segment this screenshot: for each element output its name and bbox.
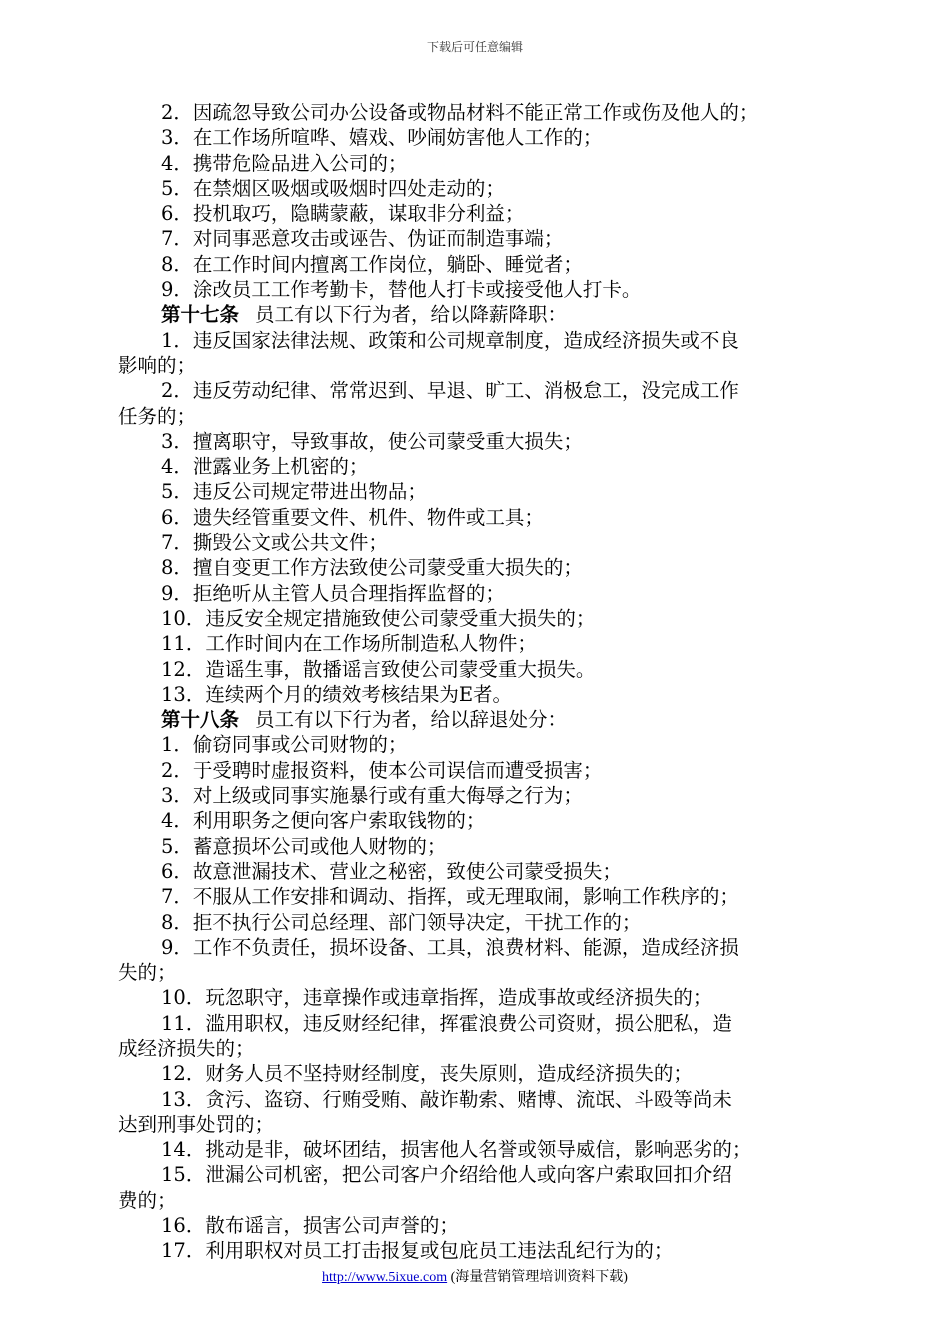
clause-line: 11．滥用职权，违反财经纪律，挥霍浪费公司资财，损公肥私，造: [161, 1011, 732, 1035]
clause-line: 3．擅离职守，导致事故，使公司蒙受重大损失；: [161, 429, 583, 453]
clause-line: 4．泄露业务上机密的；: [161, 455, 369, 479]
clause-line: 11．工作时间内在工作场所制造私人物件；: [161, 632, 537, 656]
clause-line: 6．遗失经管重要文件、机件、物件或工具；: [161, 505, 544, 529]
clause-line: 16．散布谣言，损害公司声誉的；: [161, 1214, 459, 1238]
clause-continuation: 费的；: [118, 1188, 177, 1212]
clause-line: 10．违反安全规定措施致使公司蒙受重大损失的；: [161, 606, 596, 630]
clause-line: 7．撕毁公文或公共文件；: [161, 531, 388, 555]
article-17-text: 员工有以下行为者，给以降薪降职：: [255, 303, 568, 327]
clause-line: 10．玩忽职守，违章操作或违章指挥，造成事故或经济损失的；: [161, 986, 713, 1010]
clause-line: 15．泄漏公司机密，把公司客户介绍给他人或向客户索取回扣介绍: [161, 1163, 732, 1187]
clause-line: 9．拒绝听从主管人员合理指挥监督的；: [161, 581, 505, 605]
footer-link[interactable]: http://www.5ixue.com: [322, 1270, 448, 1285]
clause-list-16: [118, 100, 832, 302]
clause-line: 14．挑动是非，破坏团结，损害他人名誉或领导威信，影响恶劣的；: [161, 1138, 752, 1162]
clause-line: 8．拒不执行公司总经理、部门领导决定，干扰工作的；: [161, 910, 642, 934]
clause-line: 1．偷窃同事或公司财物的；: [161, 733, 408, 757]
clause-line: 3．对上级或同事实施暴行或有重大侮辱之行为；: [161, 784, 583, 808]
clause-line: 17．利用职权对员工打击报复或包庇员工违法乱纪行为的；: [161, 1239, 674, 1263]
clause-continuation: 影响的；: [118, 353, 197, 377]
clause-line: 7．对同事恶意攻击或诬告、伪证而制造事端；: [161, 227, 564, 251]
clause-line: 1．违反国家法律法规、政策和公司规章制度，造成经济损失或不良: [161, 328, 739, 352]
document-body: [118, 100, 832, 1264]
article-18-text: 员工有以下行为者，给以辞退处分：: [255, 708, 568, 732]
clause-line: 9．涂改员工工作考勤卡，替他人打卡或接受他人打卡。: [161, 278, 642, 302]
clause-line: 9．工作不负责任，损坏设备、工具，浪费材料、能源，造成经济损: [161, 935, 739, 959]
clause-continuation: 达到刑事处罚的；: [118, 1112, 275, 1136]
clause-line: 6．故意泄漏技术、营业之秘密，致使公司蒙受损失；: [161, 859, 622, 883]
article-17-title: 第十七条: [161, 303, 240, 327]
clause-line: 4．携带危险品进入公司的；: [161, 151, 408, 175]
clause-list-18: [118, 732, 832, 1263]
footer-note: (海量营销管理培训资料下载): [450, 1270, 628, 1285]
clause-line: 2．因疏忽导致公司办公设备或物品材料不能正常工作或伤及他人的；: [161, 101, 759, 124]
article-17-heading: [118, 302, 832, 327]
clause-line: 12．财务人员不坚持财经制度，丧失原则，造成经济损失的；: [161, 1062, 693, 1086]
clause-continuation: 成经济损失的；: [118, 1036, 255, 1060]
clause-line: 13．贪污、盗窃、行贿受贿、敲诈勒索、赌博、流氓、斗殴等尚未: [161, 1087, 732, 1111]
clause-line: 8．擅自变更工作方法致使公司蒙受重大损失的；: [161, 556, 583, 580]
clause-list-17: [118, 328, 832, 707]
page-header: 下载后可任意编辑: [426, 40, 523, 54]
clause-line: 5．违反公司规定带进出物品；: [161, 480, 427, 504]
article-18-title: 第十八条: [161, 708, 240, 732]
page-footer: [0, 1266, 950, 1286]
article-18-heading: [118, 707, 832, 732]
clause-line: 4．利用职务之便向客户索取钱物的；: [161, 809, 486, 833]
clause-line: 6．投机取巧，隐瞒蒙蔽，谋取非分利益；: [161, 202, 525, 226]
clause-line: 13．连续两个月的绩效考核结果为E者。: [161, 682, 513, 706]
clause-continuation: 任务的；: [118, 404, 197, 428]
clause-continuation: 失的；: [118, 961, 177, 985]
clause-line: 3．在工作场所喧哗、嬉戏、吵闹妨害他人工作的；: [161, 126, 603, 150]
clause-line: 5．蓄意损坏公司或他人财物的；: [161, 834, 447, 858]
clause-line: 7．不服从工作安排和调动、指挥，或无理取闹，影响工作秩序的；: [161, 885, 739, 909]
clause-line: 5．在禁烟区吸烟或吸烟时四处走动的；: [161, 176, 505, 200]
clause-line: 2．于受聘时虚报资料，使本公司误信而遭受损害；: [161, 758, 603, 782]
clause-line: 8．在工作时间内擅离工作岗位，躺卧、睡觉者；: [161, 252, 583, 276]
clause-line: 2．违反劳动纪律、常常迟到、早退、旷工、消极怠工，没完成工作: [161, 379, 739, 403]
clause-line: 12．造谣生事，散播谣言致使公司蒙受重大损失。: [161, 657, 596, 681]
